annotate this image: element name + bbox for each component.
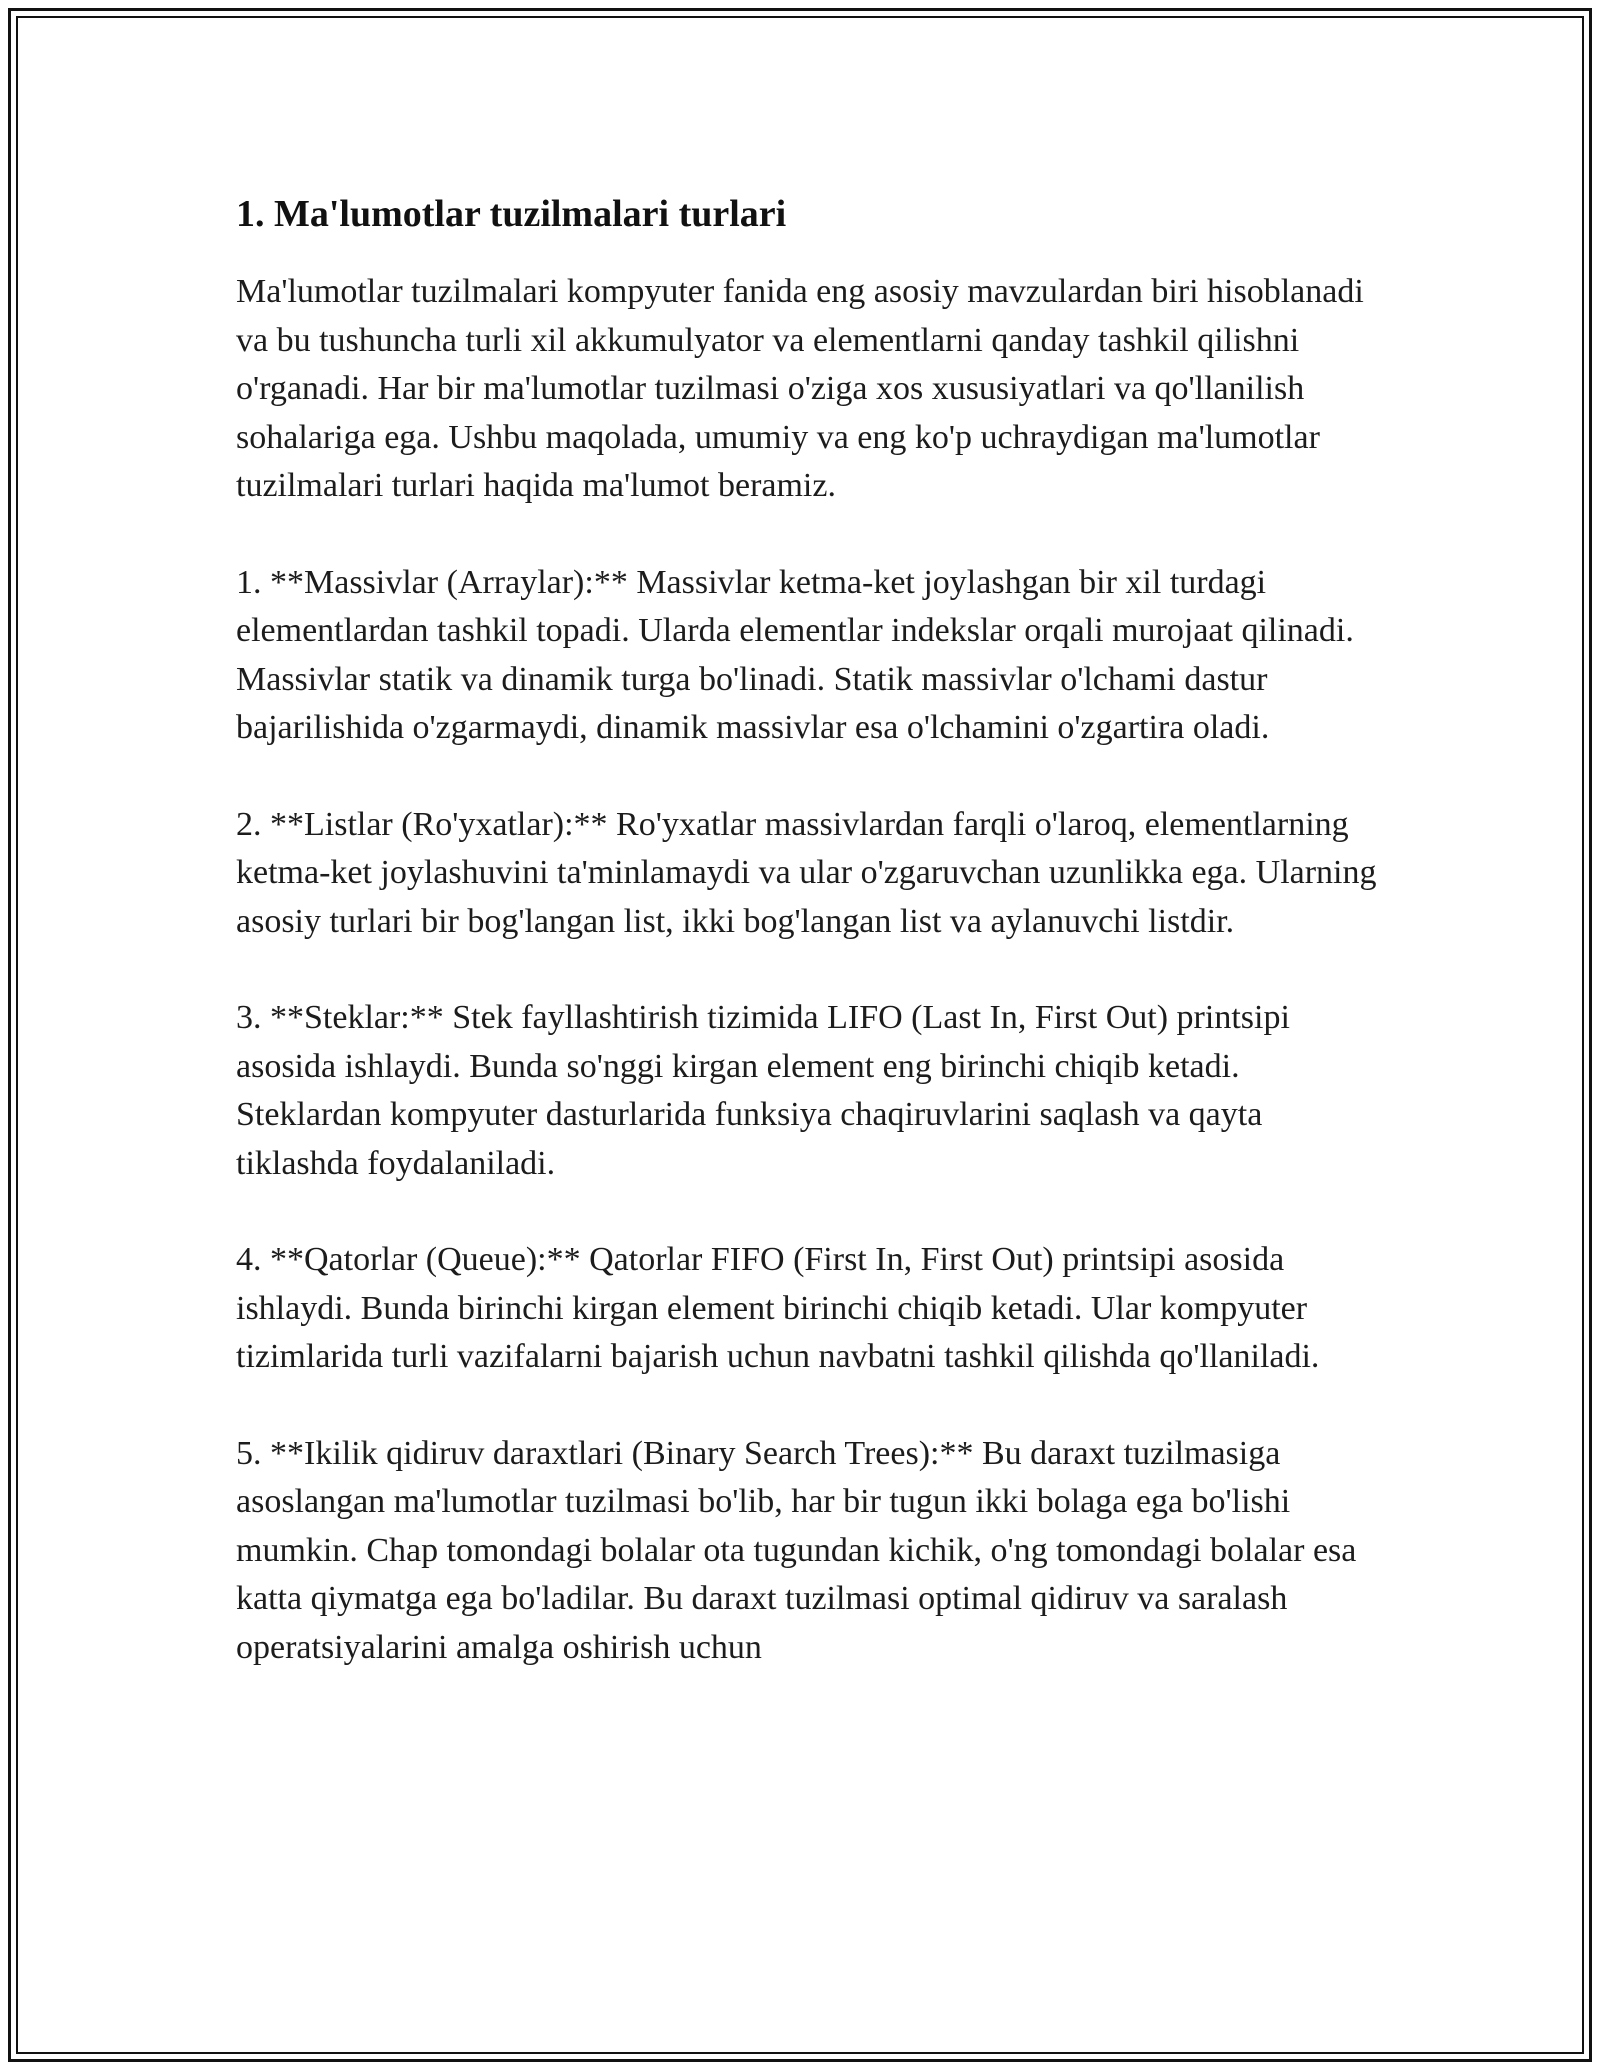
paragraph-lists: 2. **Listlar (Ro'yxatlar):** Ro'yxatlar massivlardan farqli o'laroq, elementlarning ketma-ket joylashuvini ta'minlamaydi va ular o'zgaruvchan uzunlikka ega. Ularning asosiy turlari bir bog'langan list, ikki bog'langan list va aylanuvchi listdir. — [236, 805, 1377, 940]
paragraph-queues: 4. **Qatorlar (Queue):** Qatorlar FIFO (First In, First Out) printsipi asosida ishlaydi. Bunda birinchi kirgan element birinchi chiqib ketadi. Ular kompyuter tizimlarida turli vazifalarni bajarish uchun navbatni tashkil qilishda qo'llaniladi. — [236, 1241, 1320, 1375]
paragraph-binary-search-trees: 5. **Ikilik qidiruv daraxtlari (Binary Search Trees):** Bu daraxt tuzilmasiga asoslangan ma'lumotlar tuzilmasi bo'lib, har bir tugun ikki bolaga ega bo'lishi mumkin. Chap tomondagi bolalar ota tugundan kichik, o'ng tomondagi bolalar esa katta qiymatga ega bo'ladilar. Bu daraxt tuzilmasi optimal qidiruv va saralash operatsiyalarini amalga oshirish uchun — [236, 1434, 1357, 1666]
intro-paragraph: Ma'lumotlar tuzilmalari kompyuter fanida eng asosiy mavzulardan biri hisoblanadi va bu tushuncha turli xil akkumulyator va elementlarni qanday tashkil qilishni o'rganadi. Har bir ma'lumotlar tuzilmasi o'ziga xos xususiyatlari va qo'llanilish sohalariga ega. Ushbu maqolada, umumiy va eng ko'p uchraydigan ma'lumotlar tuzilmalari turlari haqida ma'lumot beramiz. — [236, 273, 1364, 504]
document-body — [236, 186, 1386, 1720]
section-heading: 1. Ma'lumotlar tuzilmalari turlari — [236, 193, 787, 235]
paragraph-stacks: 3. **Steklar:** Stek fayllashtirish tizimida LIFO (Last In, First Out) printsipi asosida ishlaydi. Bunda so'nggi kirgan element eng birinchi chiqib ketadi. Steklardan kompyuter dasturlarida funksiya chaqiruvlarini saqlash va qayta tiklashda foydalaniladi. — [236, 999, 1290, 1182]
paragraph-arrays: 1. **Massivlar (Arraylar):** Massivlar ketma-ket joylashgan bir xil turdagi elementlardan tashkil topadi. Ularda elementlar indekslar orqali murojaat qilinadi. Massivlar statik va dinamik turga bo'linadi. Statik massivlar o'lchami dastur bajarilishida o'zgarmaydi, dinamik massivlar esa o'lchamini o'zgartira oladi. — [236, 563, 1354, 746]
